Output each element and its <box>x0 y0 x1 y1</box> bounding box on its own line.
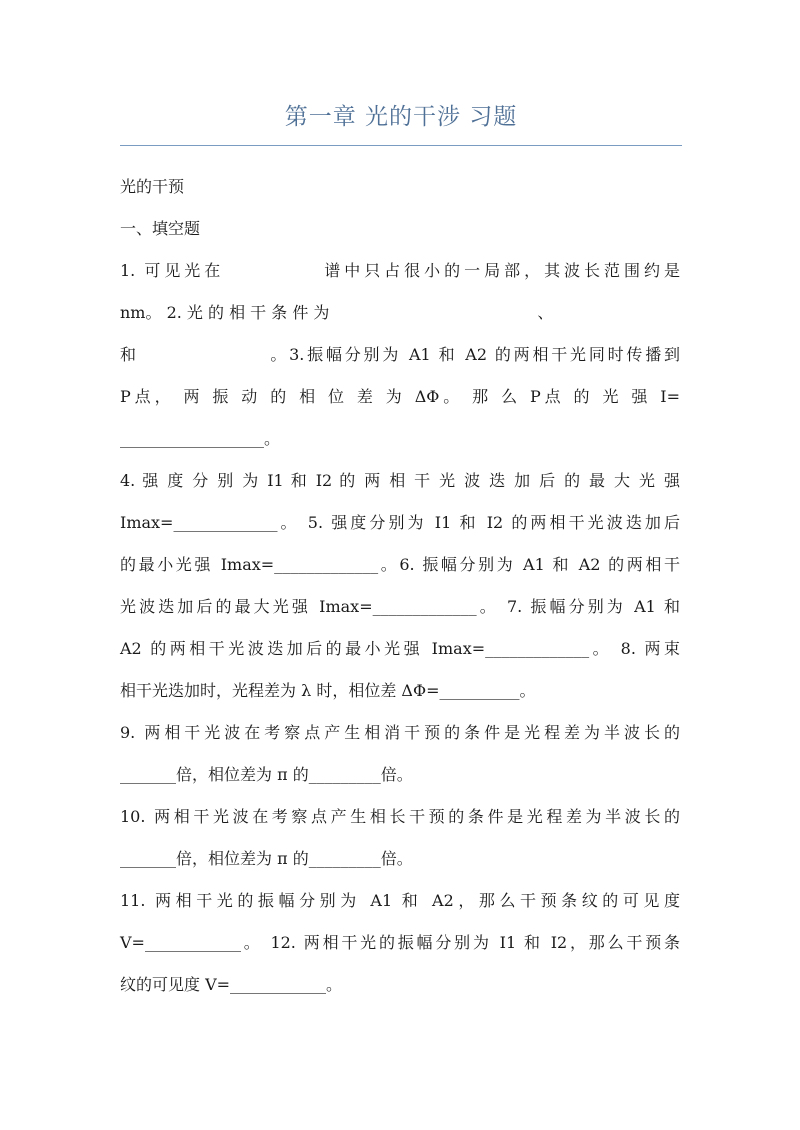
text-line: 和 。3.振幅分别为 A1 和 A2 的两相干光同时传播到 <box>120 345 680 364</box>
text-line: nm。 2. 光 的 相 干 条 件 为 、 <box>120 303 554 322</box>
title-divider <box>120 145 682 146</box>
text-line: 光波迭加后的最大光强 Imax=_____________。 7. 振幅分别为 A1 和 <box>120 597 680 616</box>
text-line: _______倍，相位差为 π 的_________倍。 <box>120 765 413 784</box>
page-title: 第一章 光的干涉 习题 <box>284 104 518 130</box>
text-line: 1. 可见光在 谱中只占很小的一局部，其波长范围约是 <box>120 261 680 280</box>
text-line: 11. 两相干光的振幅分别为 A1 和 A2，那么干预条纹的可见度 <box>120 891 680 910</box>
text-line: 9. 两相干光波在考察点产生相消干预的条件是光程差为半波长的 <box>120 723 680 742</box>
text-line: _______倍，相位差为 π 的_________倍。 <box>120 849 413 868</box>
text-line: P点， 两 振 动 的 相 位 差 为 ΔΦ。 那 么 P点 的 光 强 I= <box>120 387 680 406</box>
text-line: A2 的两相干光波迭加后的最小光强 Imax=_____________。 8. 两束 <box>120 639 680 658</box>
text-line: __________________。 <box>120 429 281 448</box>
text-line: 纹的可见度 V=____________。 <box>120 975 343 994</box>
text-line: 的最小光强 Imax=_____________。6. 振幅分别为 A1 和 A2 的两相干 <box>120 555 680 574</box>
text-line: V=____________。 12. 两相干光的振幅分别为 I1 和 I2，那么干预条 <box>120 933 680 952</box>
text-line: 10. 两相干光波在考察点产生相长干预的条件是光程差为半波长的 <box>120 807 680 826</box>
text-line: Imax=_____________。 5. 强度分别为 I1 和 I2 的两相干光波迭加后 <box>120 513 680 532</box>
subsection-heading: 一、填空题 <box>120 219 201 238</box>
section-heading: 光的干预 <box>120 177 185 196</box>
text-line: 相干光迭加时，光程差为 λ 时，相位差 ΔΦ=__________。 <box>120 681 536 700</box>
text-line: 4. 强 度 分 别 为 I1 和 I2 的 两 相 干 光 波 迭 加 后 的 最 大 光 强 <box>120 471 680 490</box>
